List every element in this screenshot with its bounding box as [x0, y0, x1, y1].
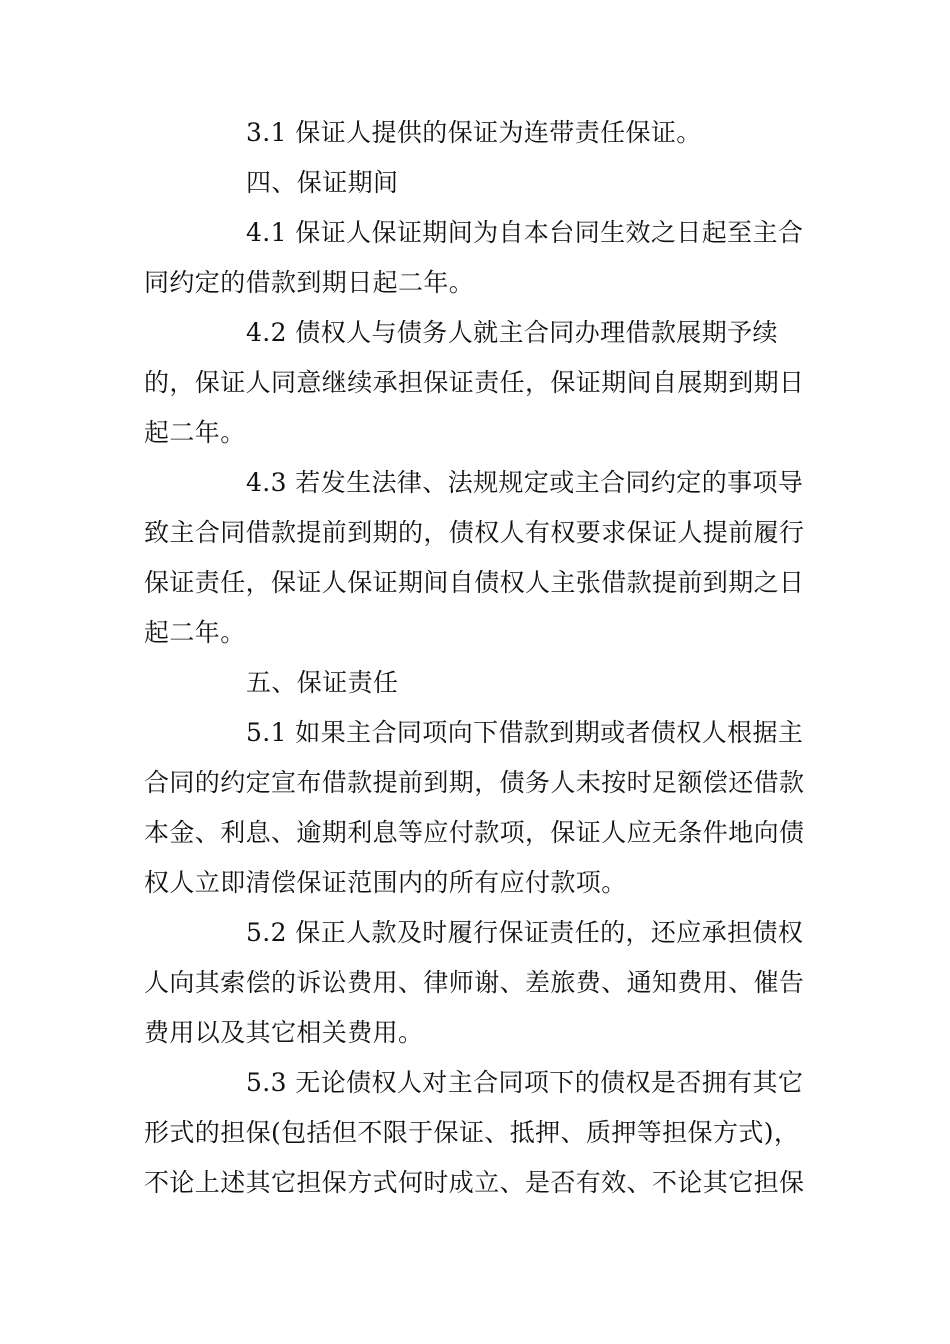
clause-5-1-line-4: 权人立即清偿保证范围内的所有应付款项。 [144, 868, 627, 897]
clause-4-1-line-2: 同约定的借款到期日起二年。 [144, 268, 475, 297]
clause-4-3-line-3: 保证责任，保证人保证期间自债权人主张借款提前到期之日 [144, 568, 805, 597]
clause-4-2-line-2: 的，保证人同意继续承担保证责任，保证期间自展期到期日 [144, 368, 805, 397]
clause-5-3-line-1: 5.3 无论债权人对主合同项下的债权是否拥有其它 [246, 1068, 804, 1097]
clause-5-1-line-1: 5.1 如果主合同项向下借款到期或者债权人根据主 [246, 718, 804, 747]
clause-4-3-line-4: 起二年。 [144, 618, 246, 647]
clause-5-2-line-3: 费用以及其它相关费用。 [144, 1018, 424, 1047]
clause-3-1: 3.1 保证人提供的保证为连带责任保证。 [246, 118, 702, 147]
clause-4-1-line-1: 4.1 保证人保证期间为自本台同生效之日起至主合 [246, 218, 804, 247]
clause-5-3-line-2: 形式的担保(包括但不限于保证、抵押、质押等担保方式)， [144, 1118, 800, 1147]
section-heading-4: 四、保证期间 [246, 168, 399, 197]
clause-5-2-line-2: 人向其索偿的诉讼费用、律师谢、差旅费、通知费用、催告 [144, 968, 805, 997]
clause-4-2-line-3: 起二年。 [144, 418, 246, 447]
section-heading-5: 五、保证责任 [246, 668, 399, 697]
clause-4-2-line-1: 4.2 债权人与债务人就主合同办理借款展期予续 [246, 318, 778, 347]
clause-5-2-line-1: 5.2 保正人款及时履行保证责任的，还应承担债权 [246, 918, 804, 947]
clause-4-3-line-1: 4.3 若发生法律、法规规定或主合同约定的事项导 [246, 468, 804, 497]
clause-5-1-line-2: 合同的约定宣布借款提前到期，债务人未按时足额偿还借款 [144, 768, 805, 797]
clause-5-3-line-3: 不论上述其它担保方式何时成立、是否有效、不论其它担保 [144, 1168, 805, 1197]
clause-4-3-line-2: 致主合同借款提前到期的，债权人有权要求保证人提前履行 [144, 518, 805, 547]
clause-5-1-line-3: 本金、利息、逾期利息等应付款项，保证人应无条件地向债 [144, 818, 805, 847]
